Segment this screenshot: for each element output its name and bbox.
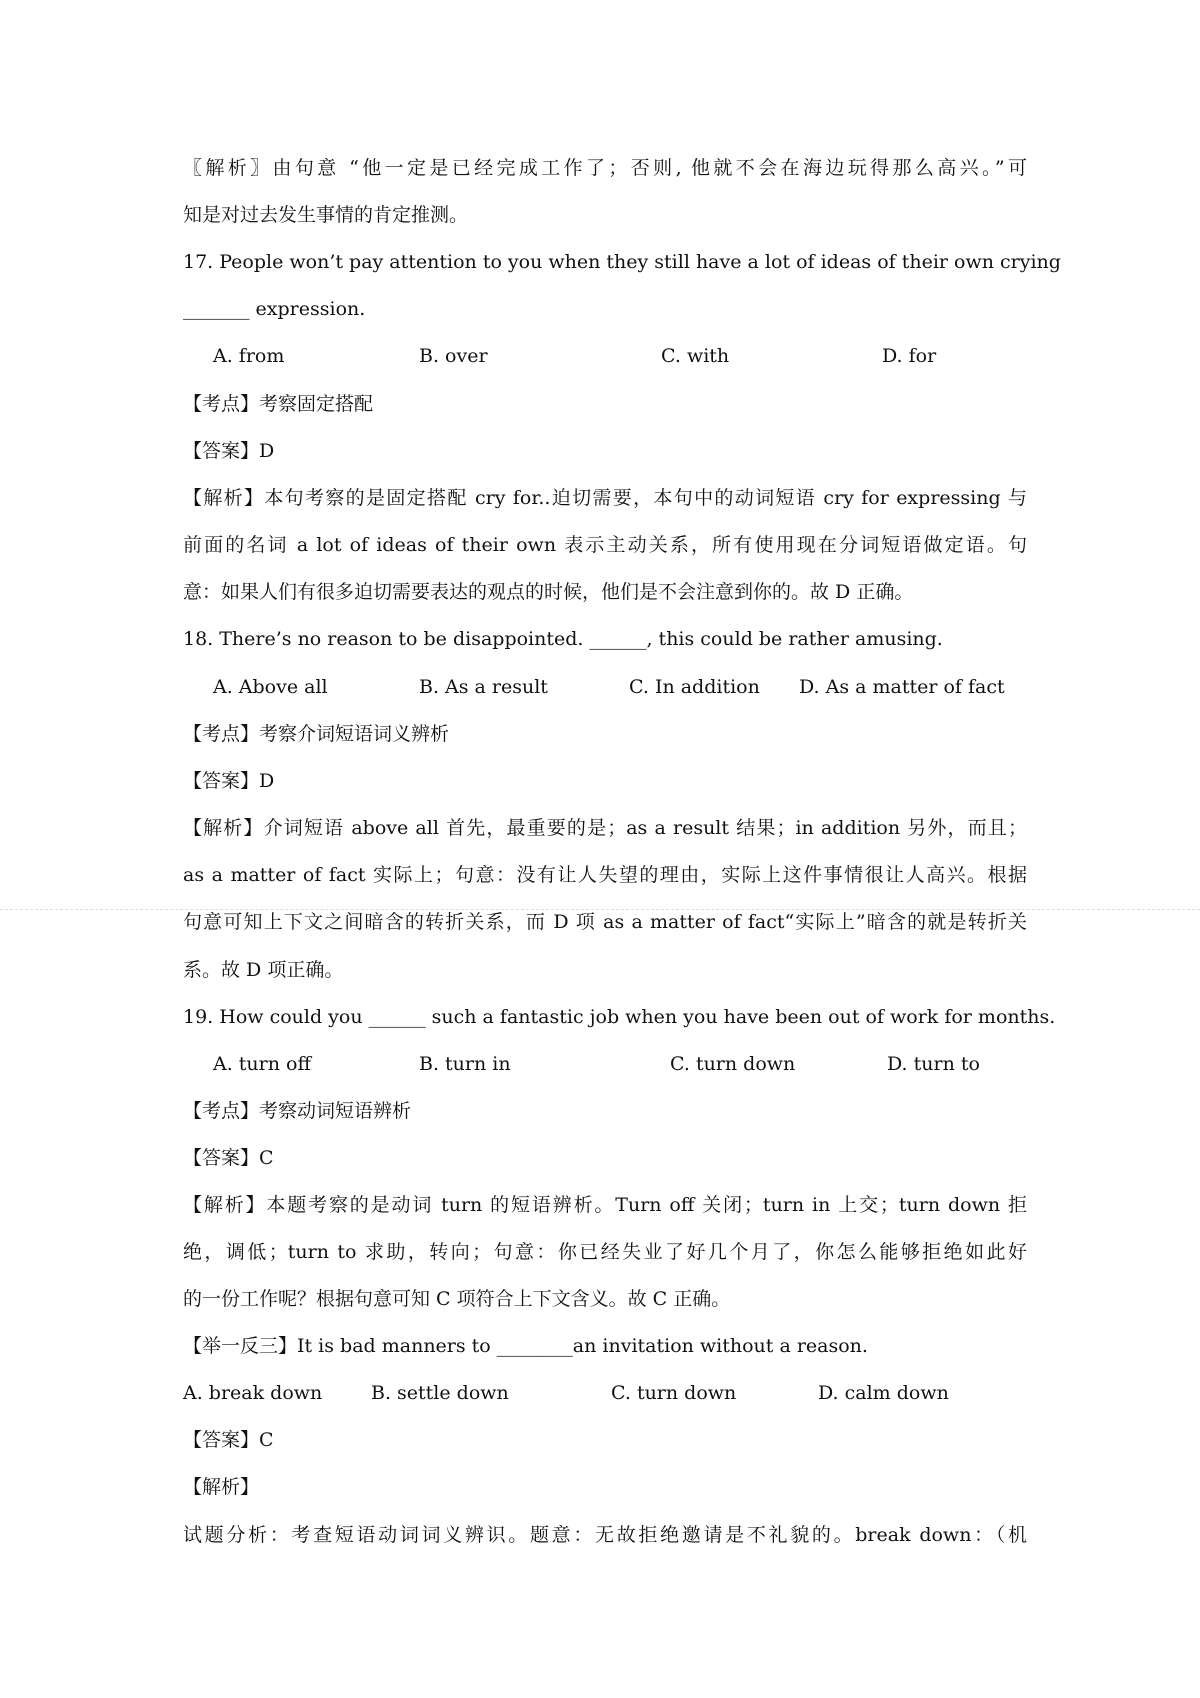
- q18-option-a: A. Above all: [213, 676, 328, 698]
- extra-stem: 【举一反三】It is bad manners to ________an invitation without a reason.: [183, 1335, 868, 1357]
- extra-option-b: B. settle down: [371, 1382, 509, 1404]
- q18-option-c: C. In addition: [629, 676, 760, 698]
- q18-analysis-line-4: 系。故 D 项正确。: [183, 959, 344, 981]
- q17-analysis-line-1: 【解析】本句考察的是固定搭配 cry for..迫切需要，本句中的动词短语 cry for expressing 与: [183, 487, 1027, 509]
- q17-stem-line-1: 17. People won’t pay attention to you when they still have a lot of ideas of their own crying: [183, 251, 1061, 273]
- q19-analysis-line-3: 的一份工作呢？根据句意可知 C 项符合上下文含义。故 C 正确。: [183, 1288, 731, 1310]
- extra-option-c: C. turn down: [611, 1382, 737, 1404]
- q19-answer: 【答案】C: [183, 1147, 274, 1169]
- q18-option-d: D. As a matter of fact: [799, 676, 1005, 698]
- q18-point: 【考点】考察介词短语词义辨析: [183, 723, 450, 745]
- q19-option-d: D. turn to: [887, 1053, 980, 1075]
- q18-answer: 【答案】D: [183, 770, 275, 792]
- q17-analysis-line-2: 前面的名词 a lot of ideas of their own 表示主动关系，所有使用现在分词短语做定语。句: [183, 534, 1027, 556]
- q16-analysis-line-1: 〖解析〗由句意 “他一定是已经完成工作了；否则, 他就不会在海边玩得那么高兴。”可: [183, 157, 1027, 179]
- q17-option-a: A. from: [213, 345, 285, 367]
- extra-option-a: A. break down: [183, 1382, 323, 1404]
- q19-option-a: A. turn off: [213, 1053, 311, 1075]
- extra-analysis-heading: 【解析】: [183, 1476, 260, 1498]
- q18-analysis-line-3: 句意可知上下文之间暗含的转折关系，而 D 项 as a matter of fact“实际上”暗含的就是转折关: [183, 911, 1027, 933]
- q19-analysis-line-2: 绝，调低；turn to 求助，转向；句意：你已经失业了好几个月了，你怎么能够拒绝如此好: [183, 1241, 1027, 1263]
- q18-option-b: B. As a result: [419, 676, 548, 698]
- q19-option-c: C. turn down: [670, 1053, 796, 1075]
- q17-answer: 【答案】D: [183, 440, 275, 462]
- q18-analysis-line-2: as a matter of fact 实际上；句意：没有让人失望的理由，实际上这件事情很让人高兴。根据: [183, 864, 1027, 886]
- extra-analysis-line-1: 试题分析：考查短语动词词义辨识。题意：无故拒绝邀请是不礼貌的。break down：（机: [183, 1524, 1027, 1546]
- q19-option-b: B. turn in: [419, 1053, 511, 1075]
- q17-stem-line-2: _______ expression.: [183, 298, 366, 320]
- q19-analysis-line-1: 【解析】本题考察的是动词 turn 的短语辨析。Turn off 关闭；turn in 上交；turn down 拒: [183, 1194, 1027, 1216]
- q19-point: 【考点】考察动词短语辨析: [183, 1100, 412, 1122]
- extra-answer: 【答案】C: [183, 1429, 274, 1451]
- extra-option-d: D. calm down: [818, 1382, 949, 1404]
- q18-analysis-line-1: 【解析】介词短语 above all 首先，最重要的是；as a result 结果；in addition 另外，而且；: [183, 817, 1027, 839]
- q16-analysis-line-2: 知是对过去发生事情的肯定推测。: [183, 204, 469, 226]
- q17-analysis-line-3: 意：如果人们有很多迫切需要表达的观点的时候，他们是不会注意到你的。故 D 正确。: [183, 581, 914, 603]
- q17-option-c: C. with: [661, 345, 730, 367]
- q17-point: 【考点】考察固定搭配: [183, 393, 374, 415]
- q17-option-b: B. over: [419, 345, 488, 367]
- q19-stem: 19. How could you ______ such a fantastic job when you have been out of work for months.: [183, 1006, 1056, 1028]
- q17-option-d: D. for: [882, 345, 937, 367]
- q18-stem: 18. There’s no reason to be disappointed. ______, this could be rather amusing.: [183, 628, 943, 650]
